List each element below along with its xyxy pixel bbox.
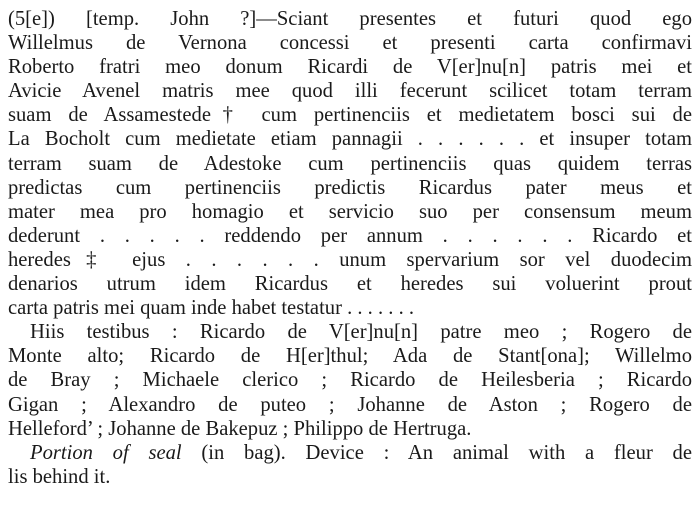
seal-paragraph bbox=[8, 441, 692, 489]
seal-label: Portion of seal bbox=[30, 441, 182, 464]
seal-line bbox=[8, 441, 692, 465]
seal-line: lis behind it. bbox=[8, 465, 111, 488]
charter-line: suam de Assamestede† cum pertinenciis et medietatem bosci sui de bbox=[8, 104, 692, 127]
charter-line: La Bocholt cum medietate etiam pannagii . . . . . . et insuper totam bbox=[8, 128, 692, 151]
witness-line: Monte alto; Ricardo de H[er]thul; Ada de Stant[ona]; Willelmo bbox=[8, 345, 692, 368]
charter-line: Avicie Avenel matris mee quod illi fecerunt scilicet totam terram bbox=[8, 80, 692, 103]
charter-line: dederunt . . . . . reddendo per annum . . . . . . Ricardo et bbox=[8, 224, 692, 247]
document-page bbox=[8, 7, 692, 489]
witness-line: Hiis testibus : Ricardo de V[er]nu[n] patre meo ; Rogero de bbox=[30, 321, 692, 344]
witnesses-paragraph bbox=[8, 320, 692, 440]
seal-description: (in bag). Device : An animal with a fleur de bbox=[181, 441, 692, 464]
charter-line: (5[e]) [temp. John ?]—Sciant presentes et futuri quod ego bbox=[8, 8, 692, 30]
charter-paragraph bbox=[8, 7, 692, 320]
charter-line: Willelmus de Vernona concessi et presenti carta confirmavi bbox=[8, 32, 692, 55]
witness-line: Helleford’ ; Johanne de Bakepuz ; Philippo de Hertruga. bbox=[8, 417, 472, 440]
witness-line: Gigan ; Alexandro de puteo ; Johanne de Aston ; Rogero de bbox=[8, 393, 692, 416]
charter-line: denarios utrum idem Ricardus et heredes sui voluerint prout bbox=[8, 273, 692, 296]
charter-line: mater mea pro homagio et servicio suo per consensum meum bbox=[8, 200, 692, 223]
charter-line: Roberto fratri meo donum Ricardi de V[er]nu[n] patris mei et bbox=[8, 56, 692, 79]
charter-line: carta patris mei quam inde habet testatur . . . . . . . bbox=[8, 297, 415, 320]
charter-line: terram suam de Adestoke cum pertinenciis quas quidem terras bbox=[8, 152, 692, 175]
charter-line: heredes‡ ejus . . . . . . unum spervarium sor vel duodecim bbox=[8, 248, 692, 271]
charter-line: predictas cum pertinenciis predictis Ricardus pater meus et bbox=[8, 176, 692, 199]
witness-line: de Bray ; Michaele clerico ; Ricardo de Heilesberia ; Ricardo bbox=[8, 369, 692, 392]
